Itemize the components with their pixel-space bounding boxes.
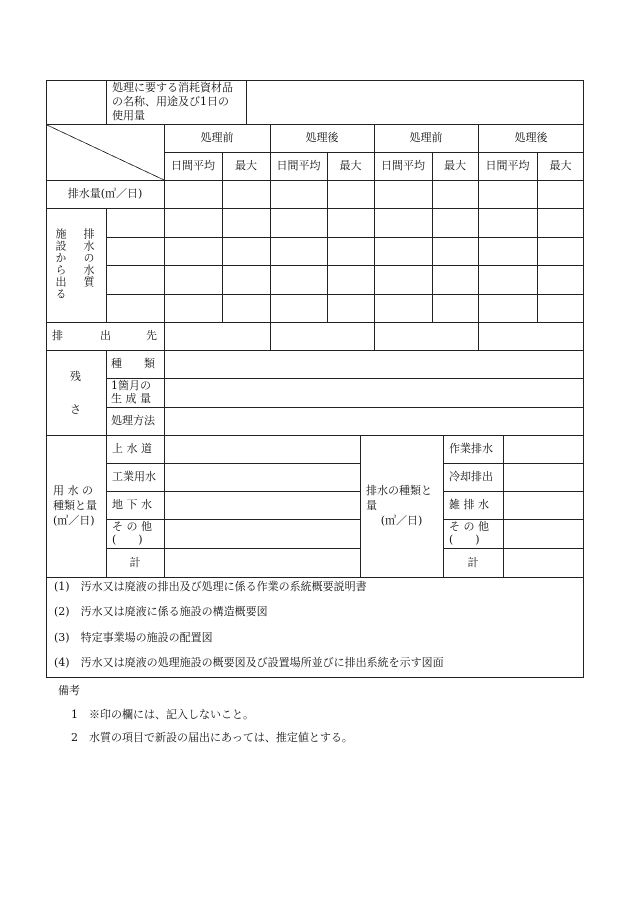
header-max-4: 最大 bbox=[549, 159, 572, 172]
consumables-label-line3: 使用量 bbox=[112, 109, 145, 122]
drainage-total-label: 計 bbox=[467, 556, 479, 569]
water-use-label-line2: 種類と量 bbox=[53, 499, 97, 512]
discharge-volume-label: 排水量(㎥／日) bbox=[67, 187, 143, 200]
drainage-item-other-line2: ( ) bbox=[449, 533, 480, 546]
header-max-3: 最大 bbox=[444, 159, 466, 172]
header-daily-avg-1: 日間平均 bbox=[171, 159, 215, 172]
drainage-item-cooling: 冷却排出 bbox=[449, 470, 493, 483]
header-after-1: 処理後 bbox=[305, 131, 339, 144]
header-daily-avg-3: 日間平均 bbox=[381, 159, 425, 172]
attachment-item-1: (1) 汚水又は廃液の排出及び処理に係る作業の系統概要説明書 bbox=[54, 580, 367, 593]
destination-label-char3: 先 bbox=[146, 329, 157, 342]
attachment-item-4: (4) 汚水又は廃液の処理施設の概要図及び設置場所並びに排出系統を示す図面 bbox=[54, 656, 444, 669]
residue-label-char1: 残 bbox=[70, 370, 81, 383]
attachment-item-3: (3) 特定事業場の施設の配置図 bbox=[54, 631, 213, 644]
header-before-1: 処理前 bbox=[200, 131, 234, 144]
residue-method-label: 処理方法 bbox=[111, 414, 155, 427]
drainage-item-work: 作業排水 bbox=[449, 442, 493, 455]
water-use-item-other-line2: ( ) bbox=[112, 533, 143, 546]
water-use-item-industrial: 工業用水 bbox=[112, 470, 156, 483]
header-daily-avg-2: 日間平均 bbox=[276, 159, 321, 172]
drainage-label-line2: 量 bbox=[366, 499, 377, 512]
water-use-item-tap: 上 水 道 bbox=[112, 442, 152, 455]
water-quality-label-outer: 施設から出る bbox=[54, 228, 67, 300]
drainage-label-line3: (㎥／日) bbox=[380, 514, 423, 527]
header-before-2: 処理前 bbox=[409, 131, 443, 144]
residue-type-label: 種 類 bbox=[111, 357, 155, 370]
remarks-title: 備考 bbox=[58, 684, 80, 697]
residue-monthly-label-line1: 1箇月の bbox=[111, 379, 151, 392]
water-use-item-other-line1: そ の 他 bbox=[112, 520, 152, 533]
consumables-label-line1: 処理に要する消耗資材品 bbox=[112, 81, 233, 94]
remarks-item-1: 1 ※印の欄には、記入しないこと。 bbox=[71, 708, 254, 721]
residue-monthly-label-line2: 生 成 量 bbox=[111, 392, 151, 405]
drainage-item-misc: 雑 排 水 bbox=[449, 498, 489, 511]
header-daily-avg-4: 日間平均 bbox=[485, 159, 530, 172]
destination-label-char1: 排 bbox=[52, 329, 63, 342]
water-use-total-label: 計 bbox=[129, 556, 141, 569]
drainage-label-line1: 排水の種類と bbox=[366, 484, 432, 497]
water-use-label-line3: (㎥／日) bbox=[53, 514, 95, 527]
drainage-item-other-line1: そ の 他 bbox=[449, 520, 489, 533]
water-use-item-ground: 地 下 水 bbox=[112, 498, 152, 511]
attachment-item-2: (2) 汚水又は廃液に係る施設の構造概要図 bbox=[54, 605, 268, 618]
water-quality-label-inner: 排水の水質 bbox=[82, 228, 95, 288]
water-use-label-line1: 用 水 の bbox=[53, 484, 93, 497]
header-after-2: 処理後 bbox=[514, 131, 548, 144]
consumables-label-line2: の名称、用途及び1日の bbox=[112, 95, 229, 108]
destination-label-char2: 出 bbox=[100, 329, 111, 342]
residue-label-char2: さ bbox=[70, 403, 81, 416]
header-max-1: 最大 bbox=[235, 159, 257, 172]
header-max-2: 最大 bbox=[339, 159, 362, 172]
remarks-item-2: 2 水質の項目で新設の届出にあっては、推定値とする。 bbox=[71, 731, 353, 744]
